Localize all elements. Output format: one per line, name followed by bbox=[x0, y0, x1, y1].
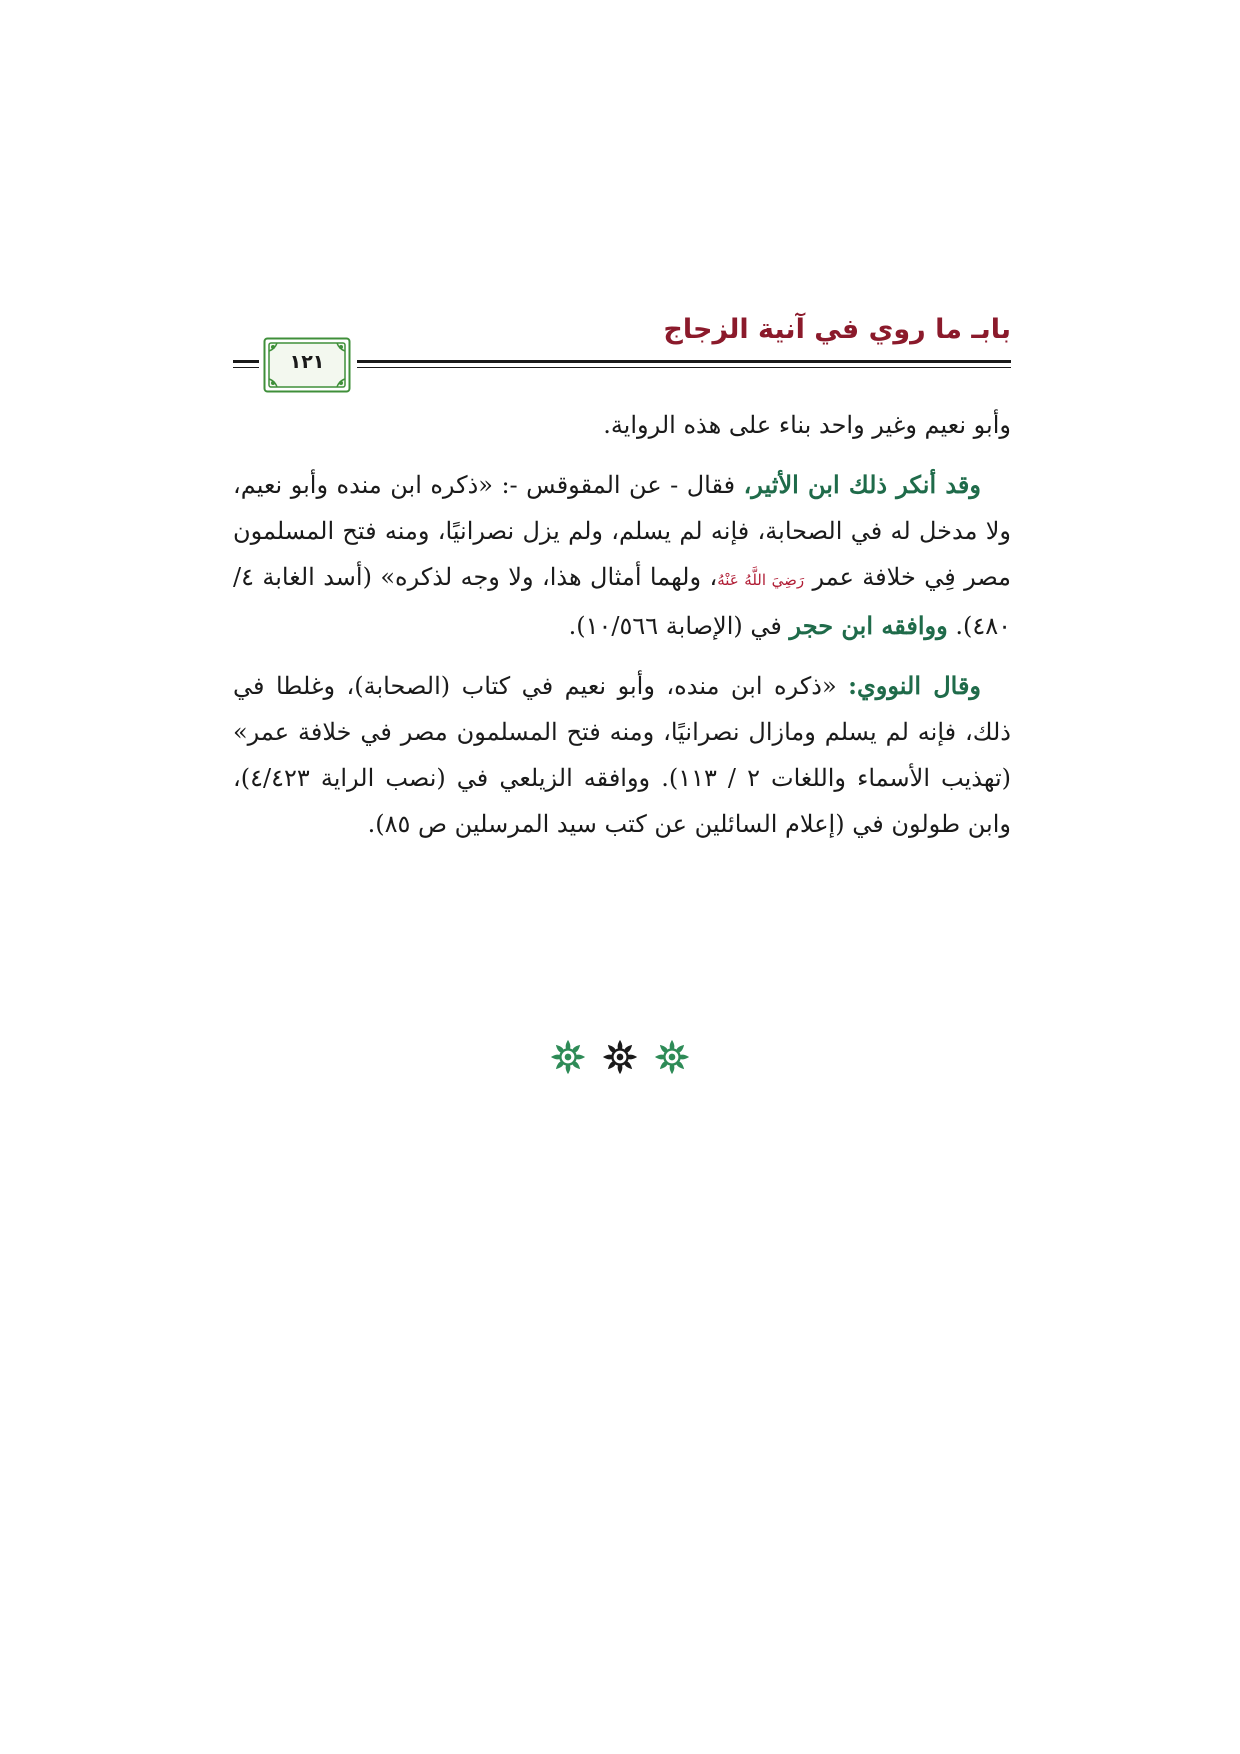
section-end-ornaments bbox=[0, 1038, 1240, 1078]
text-segment: ، ولهما أمثال هذا، ولا وجه لذكره» (أسد الغابة ٤/ ٤٨٠). bbox=[233, 563, 1011, 640]
text-segment: وأبو نعيم وغير واحد بناء على هذه الرواية. bbox=[603, 411, 1011, 439]
keyword-phrase: وقد أنكر ذلك ابن الأثير، bbox=[743, 470, 981, 499]
keyword-phrase: ووافقه ابن حجر bbox=[789, 611, 948, 640]
header-rule bbox=[357, 360, 1011, 368]
keyword-phrase: وقال النووي: bbox=[848, 671, 982, 700]
text-segment: «ذكره ابن منده، وأبو نعيم في كتاب (الصحابة)، وغلطا في ذلك، فإنه لم يسلم ومازال نصرانيًا، ومنه فتح المسلمون مصر في خلافة عمر» (تهذيب الأسماء واللغات ٢ / ١١٣). ووافقه الزيلعي في (نصب الراية ٤/٤٢٣)، وابن طولون في (إعلام السائلين عن كتب سيد المرسلين ص ٨٥). bbox=[233, 672, 1012, 838]
chapter-title: بابـ ما روي في آنية الزجاج bbox=[663, 314, 1011, 345]
paragraph bbox=[233, 462, 1011, 649]
star-flower-icon bbox=[549, 1038, 587, 1076]
star-flower-icon bbox=[653, 1038, 691, 1076]
star-flower-icon bbox=[601, 1038, 639, 1076]
paragraph bbox=[233, 402, 1011, 448]
page-header bbox=[233, 310, 1011, 390]
honorific-phrase: رَضِيَ اللَّهُ عَنْهُ bbox=[717, 571, 805, 589]
paragraph bbox=[233, 663, 1011, 847]
main-text bbox=[233, 402, 1011, 861]
page-number-badge bbox=[263, 337, 351, 393]
page-number: ١٢١ bbox=[289, 351, 325, 373]
header-rule-left bbox=[233, 360, 259, 368]
text-segment: فقال - عن المقوقس -: «ذكره ابن منده وأبو نعيم، ولا مدخل له في الصحابة، فإنه لم يسلم، ولم يزل نصرانيًا، ومنه فتح المسلمون مصر فِي خلافة عمر bbox=[233, 471, 1011, 591]
text-segment: في (الإصابة ١٠/٥٦٦). bbox=[568, 612, 790, 640]
